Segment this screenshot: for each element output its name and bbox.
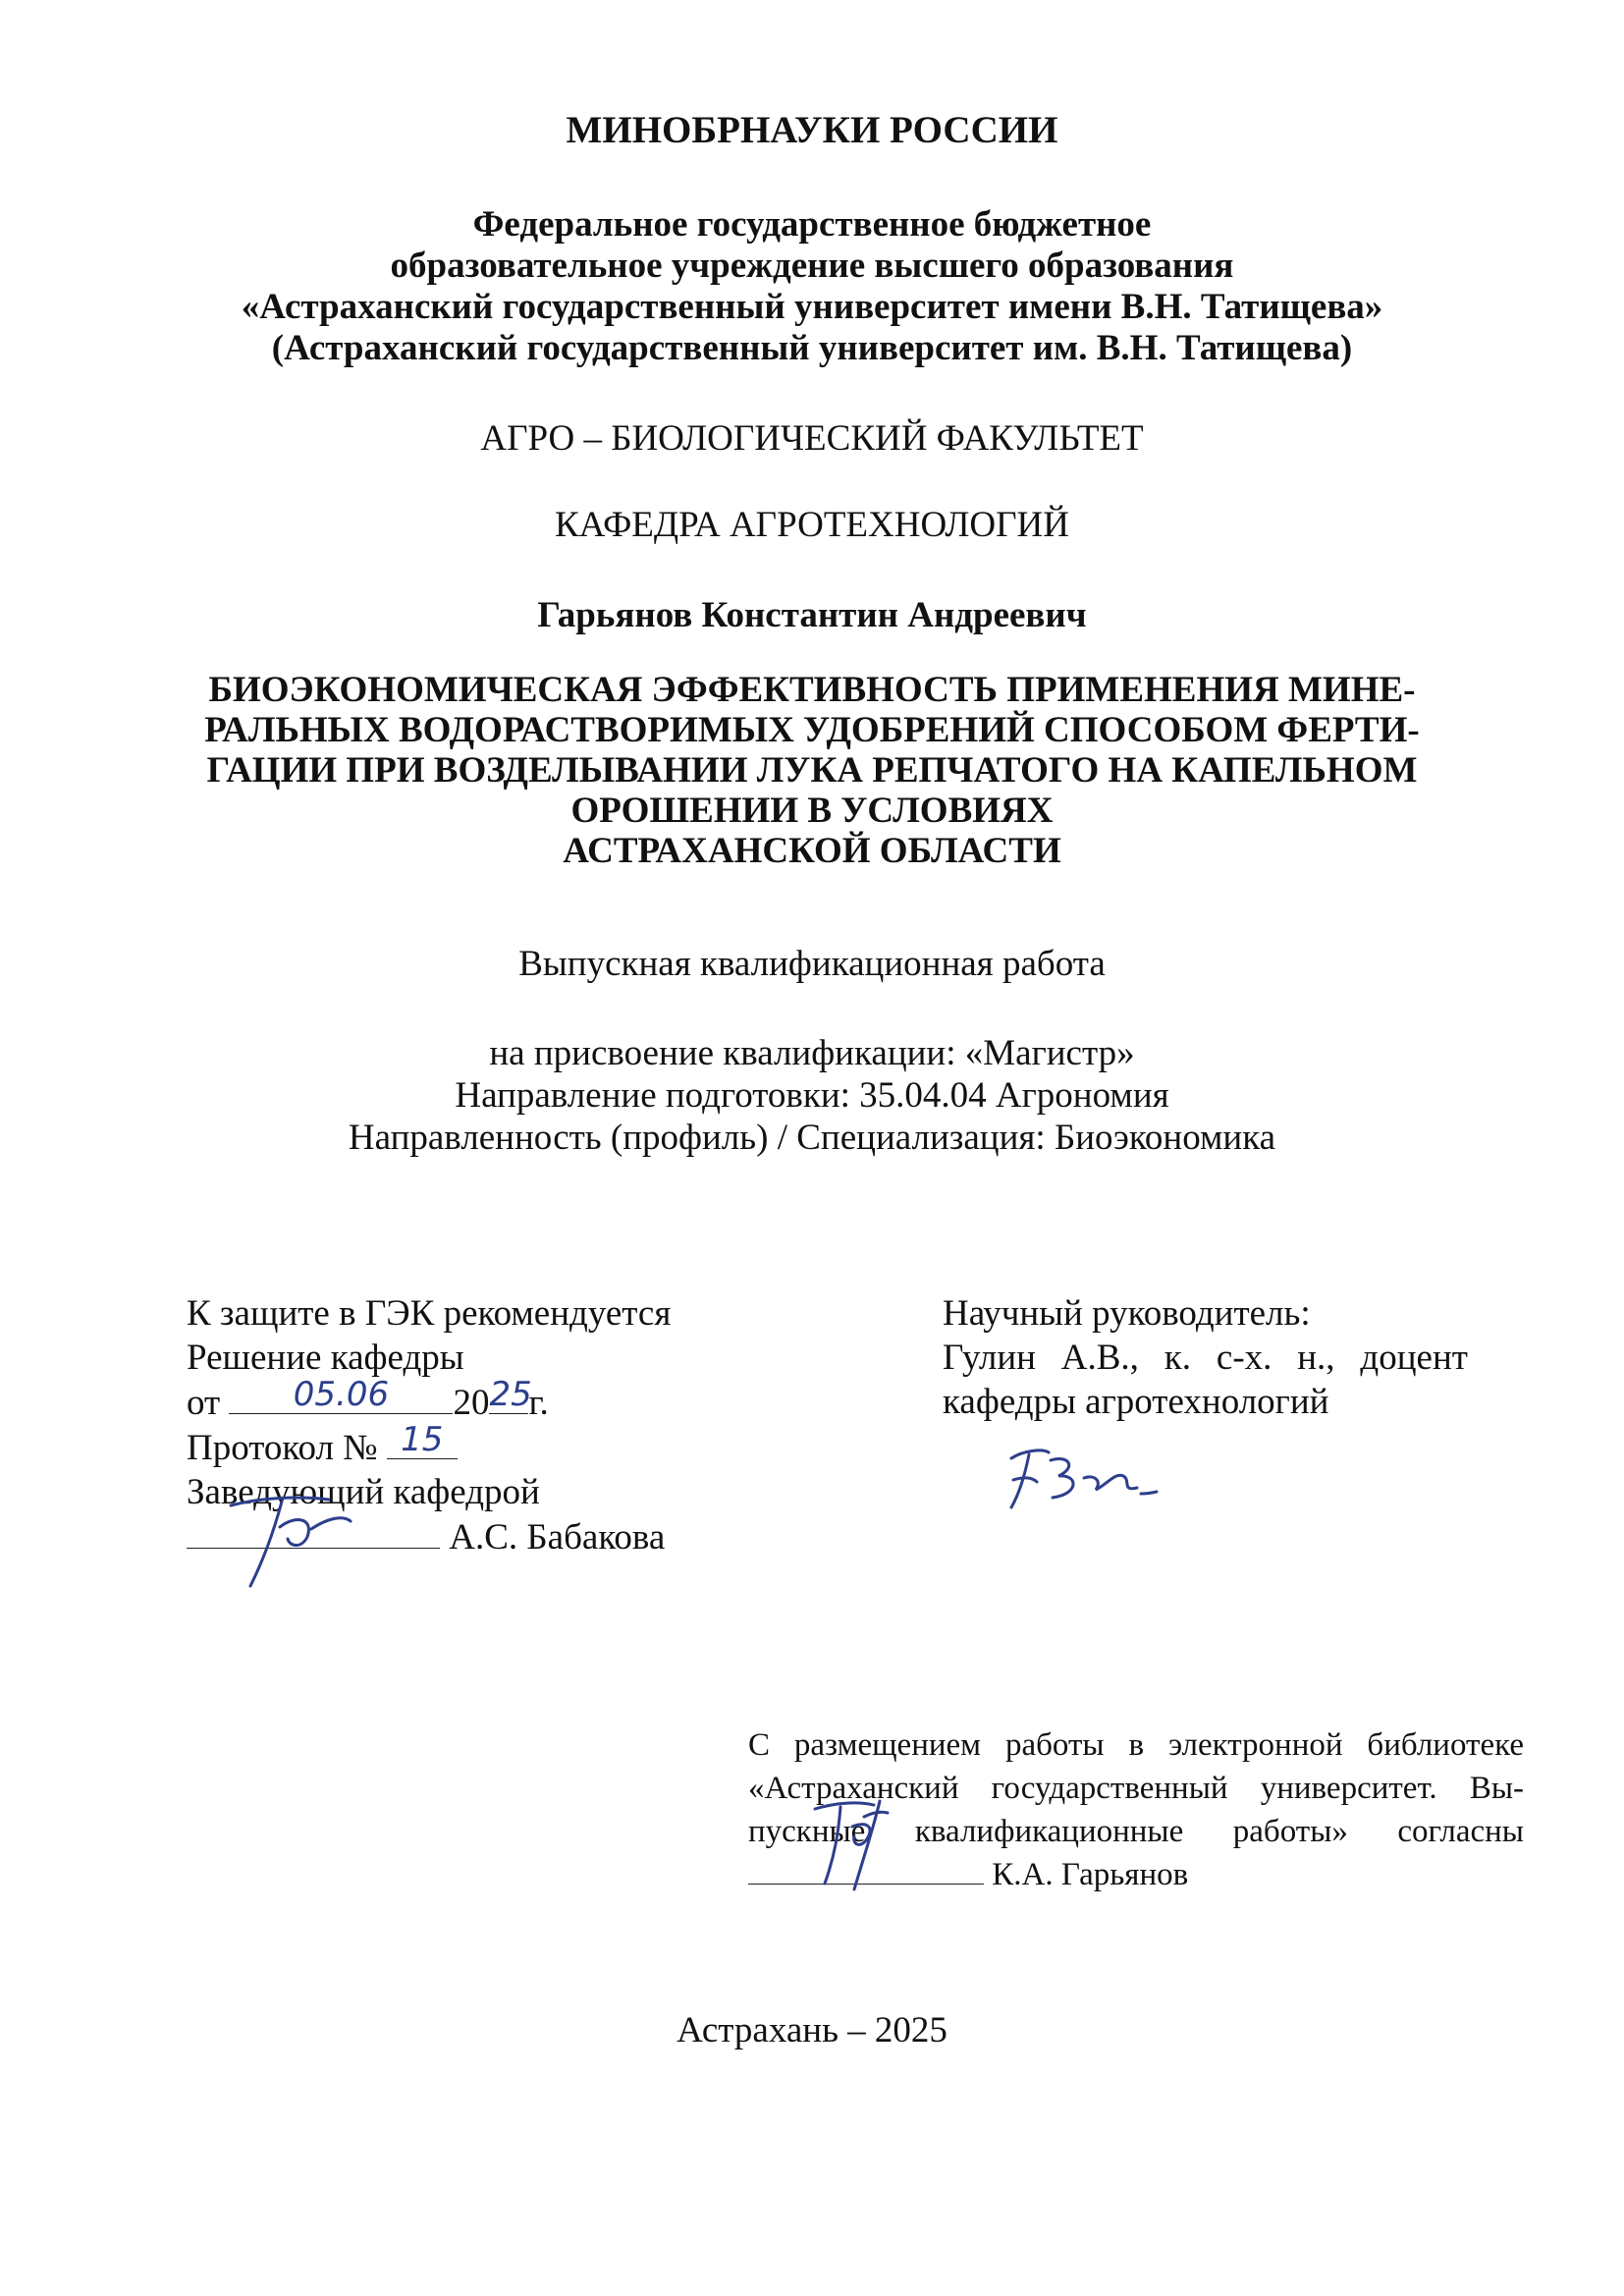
qualification-line: на присвоение квалификации: «Магистр»: [489, 1033, 1135, 1073]
author-name: Гарьянов Константин Андреевич: [537, 595, 1087, 635]
title-line: ГАЦИИ ПРИ ВОЗДЕЛЫВАНИИ ЛУКА РЕПЧАТОГО НА КАПЕЛЬНОМ: [206, 750, 1418, 791]
ministry-heading: МИНОБРНАУКИ РОССИИ: [566, 109, 1058, 151]
qualification-info: [0, 1032, 1624, 1159]
supervisor-block: [943, 1291, 1468, 1424]
supervisor-department: кафедры агротехнологий: [943, 1382, 1329, 1422]
decision-year-field: 25: [489, 1375, 532, 1414]
work-type: Выпускная квалификационная работа: [518, 944, 1106, 984]
faculty-name: АГРО – БИОЛОГИЧЕСКИЙ ФАКУЛЬТЕТ: [480, 418, 1144, 459]
department-decision: Решение кафедры: [187, 1338, 464, 1378]
head-signature-icon: [221, 1488, 358, 1596]
thesis-title: [0, 670, 1624, 871]
title-line: РАЛЬНЫХ ВОДОРАСТВОРИМЫХ УДОБРЕНИЙ СПОСОБОМ ФЕРТИ-: [204, 710, 1420, 750]
city-year: Астрахань – 2025: [677, 2010, 947, 2050]
direction-line: Направление подготовки: 35.04.04 Агрономия: [455, 1075, 1169, 1116]
department-name: КАФЕДРА АГРОТЕХНОЛОГИЙ: [555, 505, 1069, 545]
decision-date-line: от 05.06 20 25 г.: [187, 1375, 549, 1423]
institution-line: (Астраханский государственный университет им. В.Н. Татищева): [271, 328, 1353, 368]
consent-row: пускные квалификационные работы» согласны: [748, 1814, 1524, 1849]
title-line: ОРОШЕНИИ В УСЛОВИЯХ: [570, 791, 1054, 831]
profile-line: Направленность (профиль) / Специализация: Биоэкономика: [348, 1118, 1276, 1158]
student-signature-icon: [795, 1787, 903, 1895]
supervisor-signature-icon: [994, 1439, 1161, 1517]
supervisor-label: Научный руководитель:: [943, 1293, 1311, 1334]
head-of-department-name: А.С. Бабакова: [449, 1517, 666, 1558]
supervisor-name: Гулин А.В., к. с-х. н., доцент: [943, 1338, 1468, 1378]
protocol-line: Протокол № 15: [187, 1425, 671, 1470]
student-name: К.А. Гарьянов: [992, 1857, 1189, 1892]
institution-line: Федеральное государственное бюджетное: [472, 204, 1152, 245]
defense-recommended: К защите в ГЭК рекомендуется: [187, 1293, 672, 1334]
consent-row: С размещением работы в электронной библиотеке: [748, 1727, 1524, 1763]
title-line: БИОЭКОНОМИЧЕСКАЯ ЭФФЕКТИВНОСТЬ ПРИМЕНЕНИЯ МИНЕ-: [208, 670, 1416, 710]
protocol-number-field: 15: [387, 1425, 458, 1459]
decision-date-field: 05.06: [229, 1380, 453, 1414]
institution-name: [0, 204, 1624, 369]
title-line: АСТРАХАНСКОЙ ОБЛАСТИ: [563, 831, 1061, 871]
institution-line: «Астраханский государственный университет имени В.Н. Татищева»: [241, 287, 1383, 327]
consent-row: «Астраханский государственный университет. Вы-: [748, 1771, 1524, 1806]
head-of-department-label: Заведующий кафедрой: [187, 1472, 540, 1512]
institution-line: образовательное учреждение высшего образования: [390, 246, 1234, 286]
